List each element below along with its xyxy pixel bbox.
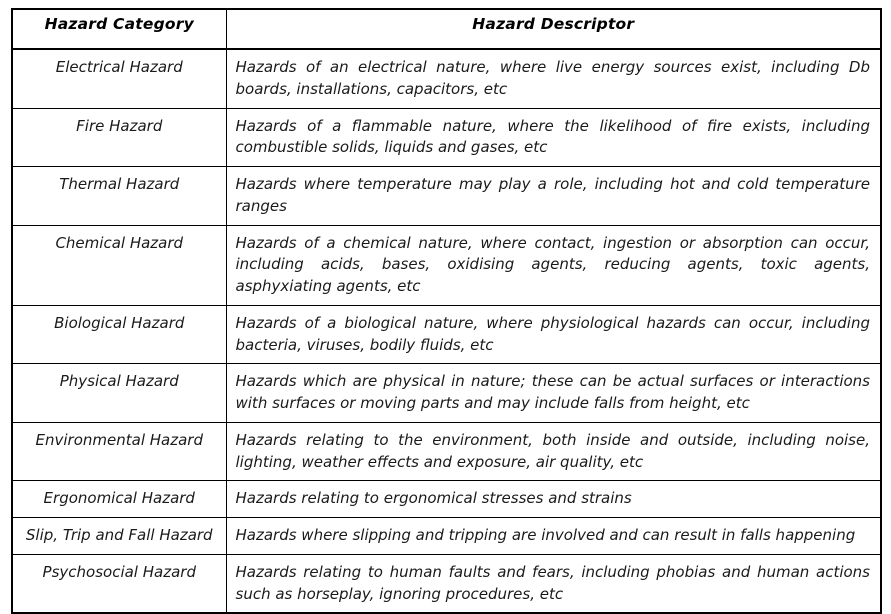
column-header-hazard-descriptor: Hazard Descriptor (226, 9, 881, 49)
hazard-descriptor-cell: Hazards where temperature may play a role, including hot and cold temperature ranges (226, 167, 881, 226)
table-row (12, 167, 881, 226)
hazard-descriptor-cell: Hazards which are physical in nature; these can be actual surfaces or interactions with surfaces or moving parts and may include falls from height, etc (226, 364, 881, 423)
hazard-category-cell: Chemical Hazard (12, 225, 226, 305)
column-header-hazard-category: Hazard Category (12, 9, 226, 49)
hazard-descriptor-cell: Hazards relating to human faults and fears, including phobias and human actions such as horseplay, ignoring procedures, etc (226, 554, 881, 613)
hazard-category-cell: Biological Hazard (12, 305, 226, 364)
table-row (12, 364, 881, 423)
hazard-category-cell: Thermal Hazard (12, 167, 226, 226)
hazard-descriptor-cell: Hazards where slipping and tripping are involved and can result in falls happening (226, 518, 881, 555)
table-row (12, 225, 881, 305)
hazard-descriptor-cell: Hazards of a biological nature, where physiological hazards can occur, including bacteria, viruses, bodily fluids, etc (226, 305, 881, 364)
hazard-category-cell: Physical Hazard (12, 364, 226, 423)
table-row (12, 108, 881, 167)
table-row (12, 422, 881, 481)
hazard-category-cell: Electrical Hazard (12, 49, 226, 108)
hazard-descriptor-cell: Hazards relating to the environment, both inside and outside, including noise, lighting, weather effects and exposure, air quality, etc (226, 422, 881, 481)
hazard-descriptor-cell: Hazards of a flammable nature, where the likelihood of fire exists, including combustible solids, liquids and gases, etc (226, 108, 881, 167)
table-row (12, 305, 881, 364)
table-body (12, 49, 881, 613)
hazard-category-cell: Psychosocial Hazard (12, 554, 226, 613)
hazard-category-cell: Ergonomical Hazard (12, 481, 226, 518)
table-header (12, 9, 881, 49)
hazard-descriptor-cell: Hazards of an electrical nature, where live energy sources exist, including Db boards, installations, capacitors, etc (226, 49, 881, 108)
hazard-category-cell: Environmental Hazard (12, 422, 226, 481)
hazard-descriptor-cell: Hazards of a chemical nature, where contact, ingestion or absorption can occur, including acids, bases, oxidising agents, reducing agents, toxic agents, asphyxiating agents, etc (226, 225, 881, 305)
table-row (12, 554, 881, 613)
table-header-row (12, 9, 881, 49)
hazard-category-cell: Slip, Trip and Fall Hazard (12, 518, 226, 555)
table-row (12, 49, 881, 108)
hazard-category-cell: Fire Hazard (12, 108, 226, 167)
table-row (12, 481, 881, 518)
hazard-category-table (11, 8, 882, 614)
hazard-descriptor-cell: Hazards relating to ergonomical stresses and strains (226, 481, 881, 518)
